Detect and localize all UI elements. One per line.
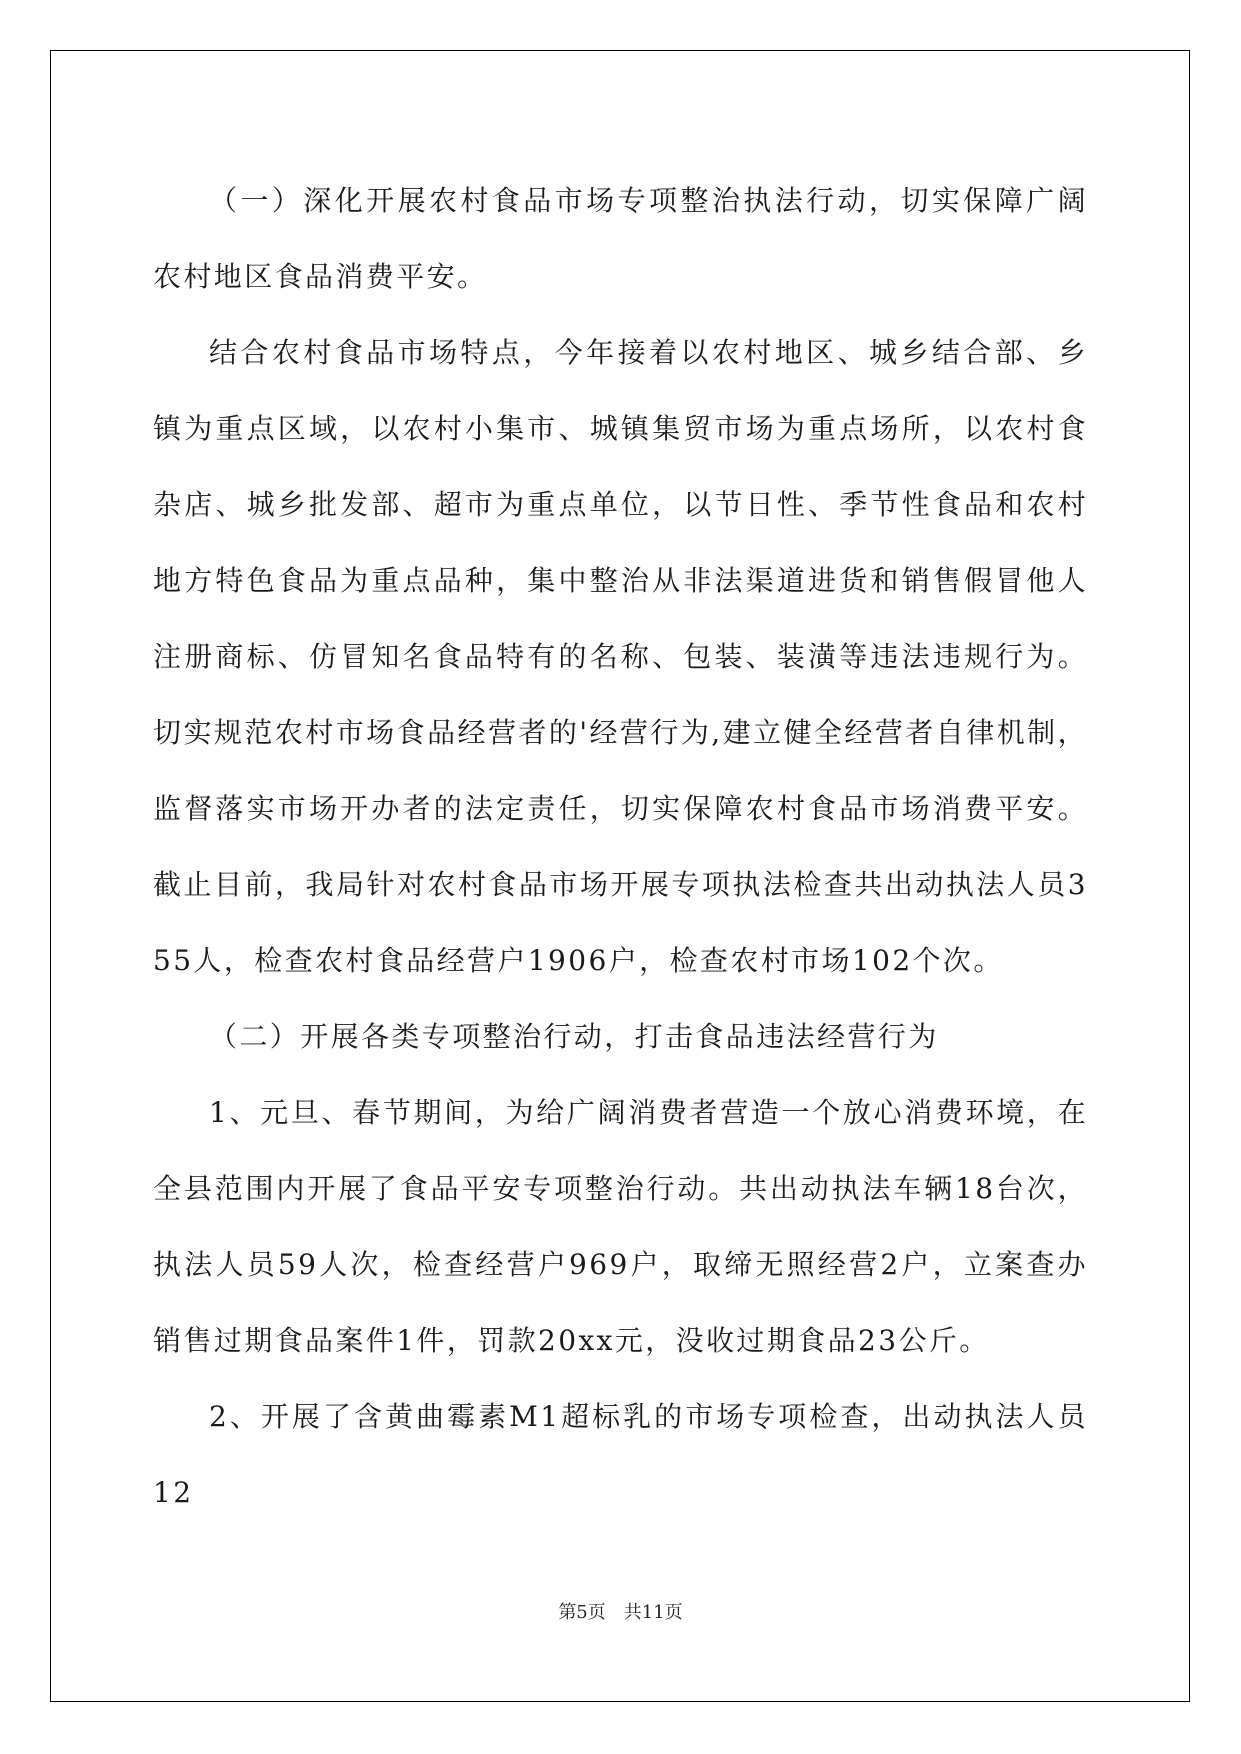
page-number: 第5页 — [558, 1602, 606, 1623]
paragraph-item-2: 2、开展了含黄曲霉素M1超标乳的市场专项检查，出动执法人员12 — [153, 1400, 1088, 1509]
document-body — [153, 163, 1088, 1531]
paragraph-section-2-heading: （二）开展各类专项整治行动，打击食品违法经营行为 — [209, 1020, 939, 1053]
page-footer — [0, 1598, 1241, 1624]
paragraph-item-1: 1、元旦、春节期间，为给广阔消费者营造一个放心消费环境，在全县范围内开展了食品平安专项整治行动。共出动执法车辆18台次，执法人员59人次，检查经营户969户，取缔无照经营2户，立案查办销售过期食品案件1件，罚款20xx元，没收过期食品23公斤。 — [153, 1096, 1088, 1357]
paragraph-section-1-body: 结合农村食品市场特点，今年接着以农村地区、城乡结合部、乡镇为重点区域，以农村小集市、城镇集贸市场为重点场所，以农村食杂店、城乡批发部、超市为重点单位，以节日性、季节性食品和农村地方特色食品为重点品种，集中整治从非法渠道进货和销售假冒他人注册商标、仿冒知名食品特有的名称、包装、装潢等违法违规行为。切实规范农村市场食品经营者的'经营行为,建立健全经营者自律机制，监督落实市场开办者的法定责任，切实保障农村食品市场消费平安。截止目前，我局针对农村食品市场开展专项执法检查共出动执法人员355人，检查农村食品经营户1906户，检查农村市场102个次。 — [153, 336, 1088, 977]
paragraph-section-1-heading: （一）深化开展农村食品市场专项整治执法行动，切实保障广阔农村地区食品消费平安。 — [153, 184, 1088, 293]
page-total: 共11页 — [623, 1602, 683, 1623]
